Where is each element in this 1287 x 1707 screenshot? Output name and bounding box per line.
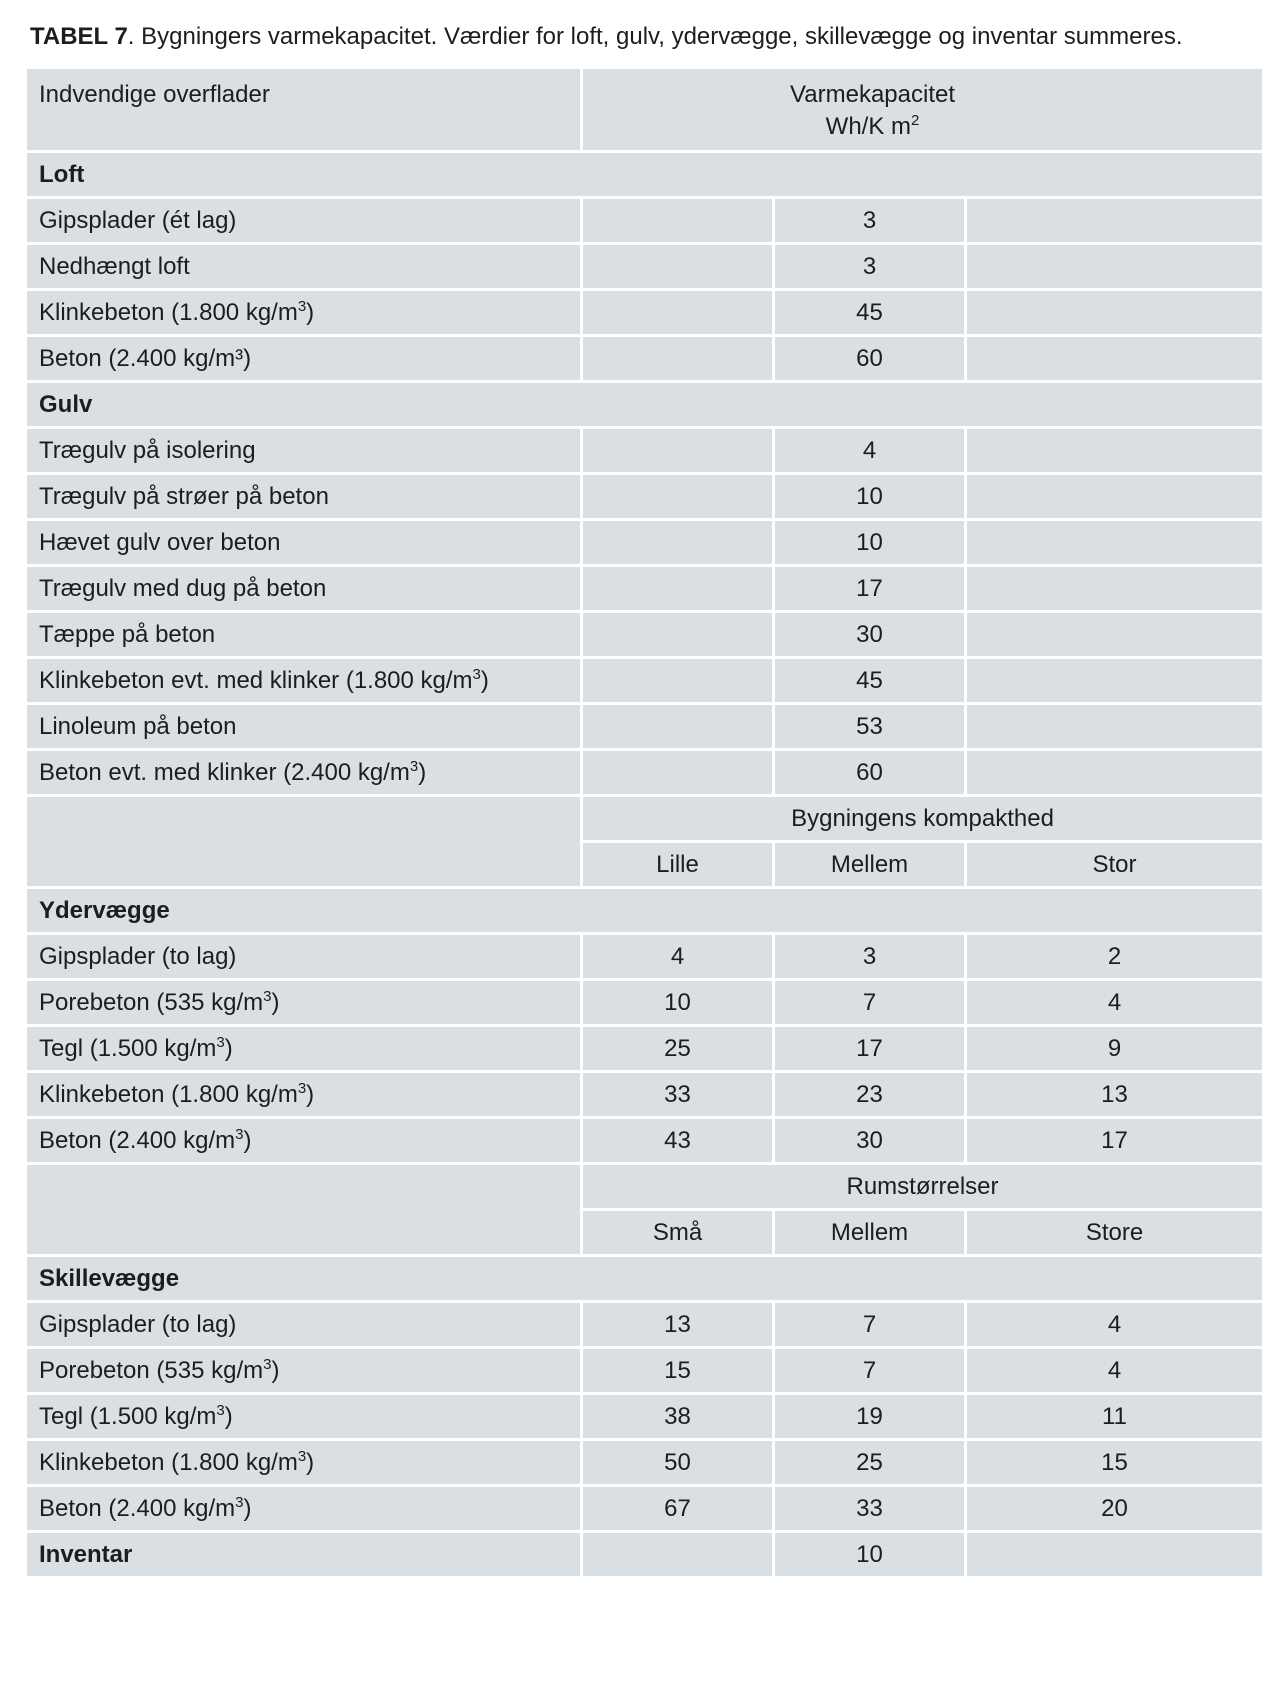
empty-cell — [967, 705, 1262, 751]
rumstorrelser-col-mellem: Mellem — [775, 1211, 967, 1257]
rumstorrelser-col-sma: Små — [583, 1211, 775, 1257]
row-label-tail: ) — [271, 988, 280, 1016]
rumstorrelser-title: Rumstørrelser — [583, 1165, 1262, 1211]
table-header-row — [27, 69, 1262, 153]
value-cell-2: 33 — [775, 1487, 967, 1533]
table-row — [27, 1303, 1262, 1349]
header-heat-capacity — [583, 69, 1262, 153]
value-cell-3: 13 — [967, 1073, 1262, 1119]
table-row — [27, 935, 1262, 981]
row-label — [27, 429, 583, 475]
row-label-text: Gipsplader (to lag) — [39, 1310, 237, 1338]
row-label-tail: ) — [224, 1402, 233, 1430]
empty-cell — [967, 659, 1262, 705]
table-row — [27, 291, 1262, 337]
row-label-tail: ) — [306, 1448, 315, 1476]
row-label-text: Trægulv med dug på beton — [39, 574, 327, 602]
value-cell-3: 17 — [967, 1119, 1262, 1165]
value-cell-1: 50 — [583, 1441, 775, 1487]
empty-cell — [967, 475, 1262, 521]
row-label-text: Trægulv på isolering — [39, 436, 256, 464]
table-row — [27, 245, 1262, 291]
value-cell: 4 — [775, 429, 967, 475]
table-row — [27, 567, 1262, 613]
row-label — [27, 1303, 583, 1349]
section-title-ydervaegge: Ydervægge — [27, 889, 1262, 935]
section-row-gulv — [27, 383, 1262, 429]
table-row — [27, 705, 1262, 751]
value-cell: 10 — [775, 521, 967, 567]
skillevaegge-rows — [27, 1303, 1262, 1533]
row-label-text: Beton evt. med klinker (2.400 kg/m — [39, 758, 410, 786]
value-cell-2: 19 — [775, 1395, 967, 1441]
row-label-tail: ) — [418, 758, 427, 786]
header-surfaces: Indvendige overflader — [27, 69, 583, 153]
row-label-tail: ) — [306, 298, 315, 326]
section-row-ydervaegge — [27, 889, 1262, 935]
unit-superscript: 3 — [235, 1493, 244, 1511]
value-cell-3: 20 — [967, 1487, 1262, 1533]
row-label-tail: ) — [271, 1356, 280, 1384]
row-label-text: Porebeton (535 kg/m — [39, 1356, 264, 1384]
empty-cell — [967, 613, 1262, 659]
row-label-text: Linoleum på beton — [39, 712, 237, 740]
unit-superscript: 3 — [216, 1401, 225, 1419]
row-label-tail: ) — [480, 666, 489, 694]
value-cell-2: 23 — [775, 1073, 967, 1119]
row-label — [27, 1441, 583, 1487]
table-row — [27, 475, 1262, 521]
value-cell-2: 17 — [775, 1027, 967, 1073]
rumstorrelser-col-store: Store — [967, 1211, 1262, 1257]
table-row — [27, 1073, 1262, 1119]
row-label — [27, 613, 583, 659]
section-row-skillevaegge — [27, 1257, 1262, 1303]
unit-superscript: 3 — [472, 665, 481, 683]
kompakthed-col-stor: Stor — [967, 843, 1262, 889]
empty-cell — [583, 613, 775, 659]
value-cell-1: 33 — [583, 1073, 775, 1119]
empty-cell — [583, 199, 775, 245]
value-cell-1: 25 — [583, 1027, 775, 1073]
section-title-gulv: Gulv — [27, 383, 1262, 429]
row-label-text: Klinkebeton (1.800 kg/m — [39, 1080, 298, 1108]
empty-cell — [967, 751, 1262, 797]
value-cell: 17 — [775, 567, 967, 613]
table-row — [27, 1027, 1262, 1073]
table-row — [27, 1441, 1262, 1487]
unit-superscript: 3 — [297, 297, 307, 315]
empty-cell — [583, 245, 775, 291]
row-label — [27, 935, 583, 981]
value-cell-3: 2 — [967, 935, 1262, 981]
value-cell-3: 4 — [967, 981, 1262, 1027]
section-title-loft: Loft — [27, 153, 1262, 199]
row-label-text: Nedhængt loft — [39, 252, 190, 280]
empty-cell — [583, 567, 775, 613]
table-row — [27, 981, 1262, 1027]
empty-cell — [967, 245, 1262, 291]
row-label-text: Beton (2.400 kg/m — [39, 1126, 236, 1154]
value-cell-3: 15 — [967, 1441, 1262, 1487]
table-row — [27, 199, 1262, 245]
row-label-text: Porebeton (535 kg/m — [39, 988, 264, 1016]
empty-cell — [583, 337, 775, 383]
row-label — [27, 291, 583, 337]
empty-cell — [967, 291, 1262, 337]
row-label — [27, 1487, 583, 1533]
value-cell-1: 67 — [583, 1487, 775, 1533]
row-label-text: Tæppe på beton — [39, 620, 216, 648]
value-cell-1: 43 — [583, 1119, 775, 1165]
table-row — [27, 659, 1262, 705]
heat-capacity-table — [27, 69, 1262, 1579]
row-label-text: Klinkebeton evt. med klinker (1.800 kg/m — [39, 666, 473, 694]
row-label-text: Gipsplader (ét lag) — [39, 206, 237, 234]
caption-label: TABEL 7 — [30, 23, 128, 50]
row-label — [27, 1027, 583, 1073]
table-caption — [30, 20, 1182, 54]
unit-superscript: 3 — [263, 987, 272, 1005]
table-row — [27, 1119, 1262, 1165]
value-cell-3: 9 — [967, 1027, 1262, 1073]
row-label-text: Beton (2.400 kg/m³) — [39, 344, 252, 372]
empty-cell — [583, 705, 775, 751]
value-cell-1: 15 — [583, 1349, 775, 1395]
row-label-tail: ) — [224, 1034, 233, 1062]
unit-superscript: 3 — [297, 1079, 307, 1097]
row-label — [27, 1073, 583, 1119]
row-label — [27, 1119, 583, 1165]
value-cell: 45 — [775, 659, 967, 705]
value-cell-1: 38 — [583, 1395, 775, 1441]
value-cell-1: 10 — [583, 981, 775, 1027]
value-cell-2: 3 — [775, 935, 967, 981]
table-row — [27, 1395, 1262, 1441]
row-label-tail: ) — [306, 1080, 315, 1108]
value-cell-2: 30 — [775, 1119, 967, 1165]
kompakthed-title: Bygningens kompakthed — [583, 797, 1262, 843]
header-unit-superscript: 2 — [911, 112, 920, 129]
row-label — [27, 1395, 583, 1441]
empty-cell — [583, 429, 775, 475]
value-cell-1: 4 — [583, 935, 775, 981]
row-label-text: Klinkebeton (1.800 kg/m — [39, 298, 298, 326]
value-cell-3: 11 — [967, 1395, 1262, 1441]
table-row — [27, 1487, 1262, 1533]
row-label-text: Tegl (1.500 kg/m — [39, 1034, 217, 1062]
section-title-skillevaegge: Skillevægge — [27, 1257, 1262, 1303]
table-row — [27, 613, 1262, 659]
inventar-title: Inventar — [27, 1533, 583, 1579]
unit-superscript: 3 — [216, 1033, 225, 1051]
row-label — [27, 475, 583, 521]
empty-cell — [967, 429, 1262, 475]
value-cell: 3 — [775, 199, 967, 245]
value-cell: 60 — [775, 751, 967, 797]
section-row-loft — [27, 153, 1262, 199]
row-label — [27, 705, 583, 751]
empty-cell — [583, 751, 775, 797]
empty-cell — [967, 1533, 1262, 1579]
row-label — [27, 981, 583, 1027]
inventar-value: 10 — [775, 1533, 967, 1579]
empty-cell — [967, 521, 1262, 567]
caption-text: . Bygningers varmekapacitet. Værdier for loft, gulv, ydervægge, skillevægge og inventar summeres. — [127, 23, 1183, 50]
row-label — [27, 1349, 583, 1395]
kompakthed-col-lille: Lille — [583, 843, 775, 889]
table-row — [27, 337, 1262, 383]
value-cell: 10 — [775, 475, 967, 521]
value-cell-2: 7 — [775, 1349, 967, 1395]
kompakthed-col-mellem: Mellem — [775, 843, 967, 889]
table-row — [27, 429, 1262, 475]
empty-cell — [583, 1533, 775, 1579]
row-label — [27, 521, 583, 567]
empty-cell — [583, 659, 775, 705]
row-label — [27, 199, 583, 245]
value-cell: 30 — [775, 613, 967, 659]
gulv-rows — [27, 429, 1262, 797]
unit-superscript: 3 — [409, 757, 419, 775]
empty-cell — [967, 567, 1262, 613]
value-cell-2: 7 — [775, 1303, 967, 1349]
row-label — [27, 337, 583, 383]
header-heat-capacity-title: Varmekapacitet — [790, 81, 955, 108]
empty-cell — [27, 1165, 583, 1257]
table-row — [27, 751, 1262, 797]
value-cell-3: 4 — [967, 1303, 1262, 1349]
value-cell-2: 25 — [775, 1441, 967, 1487]
value-cell: 45 — [775, 291, 967, 337]
table-row — [27, 521, 1262, 567]
kompakthed-title-row — [27, 797, 1262, 843]
empty-cell — [27, 797, 583, 889]
value-cell-2: 7 — [775, 981, 967, 1027]
row-label-text: Beton (2.400 kg/m — [39, 1494, 236, 1522]
empty-cell — [583, 521, 775, 567]
ydervaegge-rows — [27, 935, 1262, 1165]
loft-rows — [27, 199, 1262, 383]
empty-cell — [967, 199, 1262, 245]
header-heat-capacity-unit: Wh/K m — [825, 113, 912, 140]
row-label — [27, 659, 583, 705]
row-label-tail: ) — [243, 1126, 252, 1154]
row-label — [27, 245, 583, 291]
value-cell-1: 13 — [583, 1303, 775, 1349]
row-label-text: Gipsplader (to lag) — [39, 942, 237, 970]
value-cell-3: 4 — [967, 1349, 1262, 1395]
rumstorrelser-title-row — [27, 1165, 1262, 1211]
row-label-tail: ) — [243, 1494, 252, 1522]
row-label-text: Tegl (1.500 kg/m — [39, 1402, 217, 1430]
row-label-text: Trægulv på strøer på beton — [39, 482, 329, 510]
value-cell: 53 — [775, 705, 967, 751]
unit-superscript: 3 — [235, 1125, 244, 1143]
inventar-row — [27, 1533, 1262, 1579]
row-label — [27, 751, 583, 797]
empty-cell — [583, 291, 775, 337]
unit-superscript: 3 — [297, 1447, 307, 1465]
row-label — [27, 567, 583, 613]
unit-superscript: 3 — [263, 1355, 272, 1373]
empty-cell — [967, 337, 1262, 383]
row-label-text: Klinkebeton (1.800 kg/m — [39, 1448, 298, 1476]
table-row — [27, 1349, 1262, 1395]
value-cell: 60 — [775, 337, 967, 383]
row-label-text: Hævet gulv over beton — [39, 528, 281, 556]
value-cell: 3 — [775, 245, 967, 291]
empty-cell — [583, 475, 775, 521]
